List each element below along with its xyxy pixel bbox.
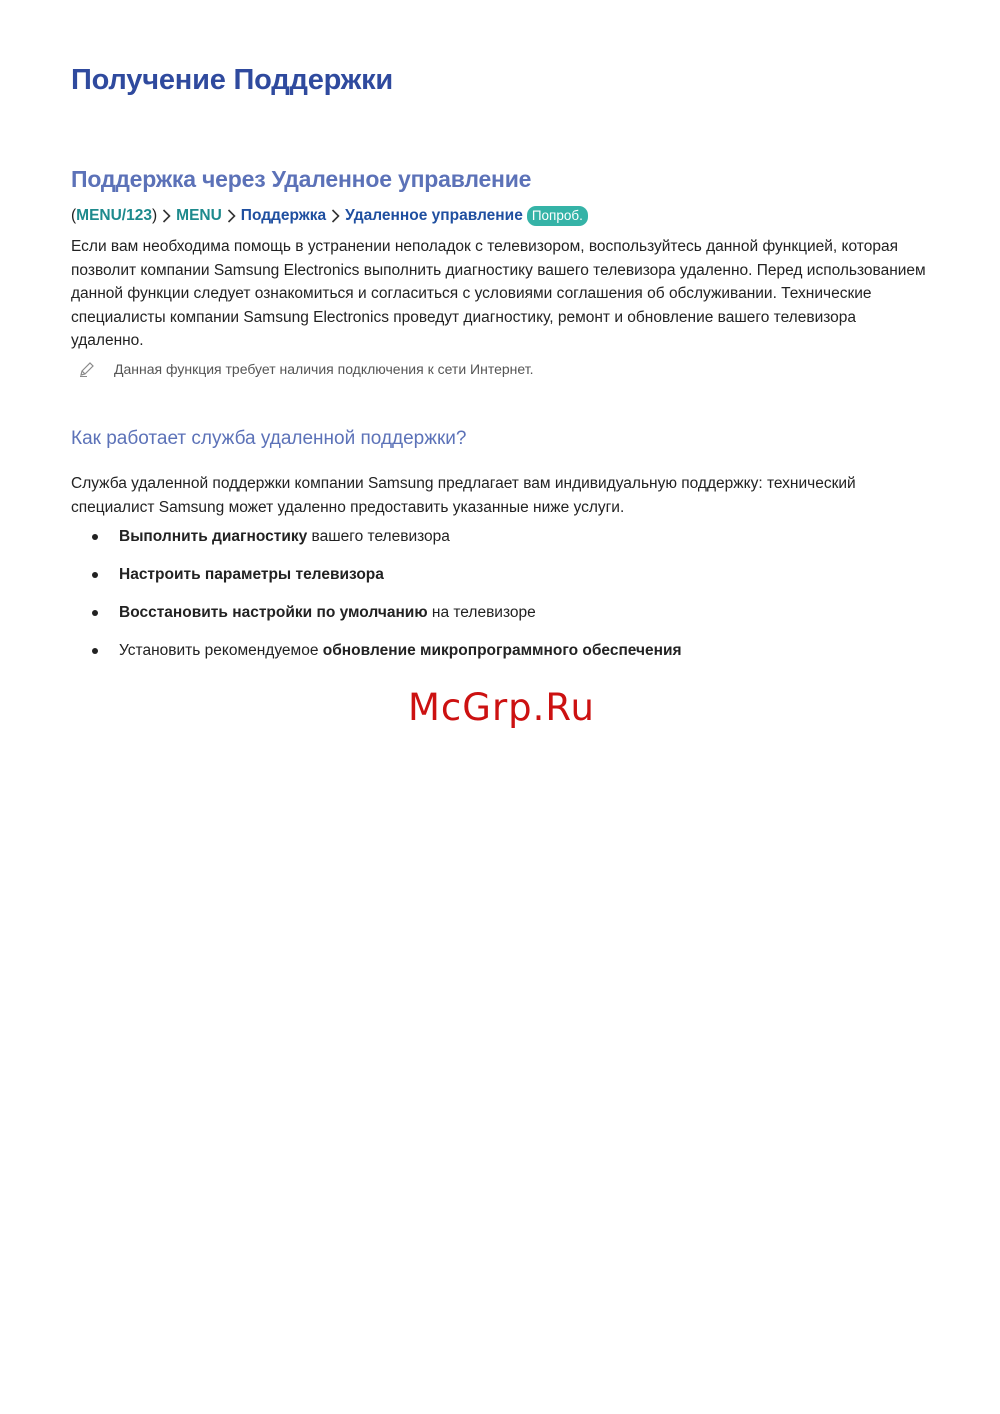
- services-list: [90, 526, 682, 678]
- list-item-bold: Настроить параметры телевизора: [119, 566, 384, 583]
- list-item: [90, 526, 682, 564]
- note: [78, 360, 533, 378]
- list-item: [90, 602, 682, 640]
- try-now-badge[interactable]: Попроб.: [527, 206, 588, 226]
- bullet-icon: [92, 572, 98, 578]
- bullet-icon: [92, 610, 98, 616]
- watermark: McGrp.Ru: [408, 686, 595, 729]
- list-item-text: на телевизоре: [427, 604, 536, 621]
- subsection-title: Как работает служба удаленной поддержки?: [71, 428, 467, 449]
- breadcrumb-menu-key[interactable]: MENU/123: [76, 207, 152, 224]
- section-paragraph: Если вам необходима помощь в устранении неполадок с телевизором, воспользуйтесь данной функцией, которая позволит компании Samsung Electronics выполнить диагностику вашего телевизора удаленно. Перед использованием данной функции следует ознакомиться и согласиться с условиями соглашения об обслуживании. Технические специалисты компании Samsung Electronics проведут диагностику, ремонт и обновление вашего телевизора удаленно.: [71, 238, 926, 349]
- chevron-right-icon: [331, 209, 340, 223]
- breadcrumb-item-remote-management[interactable]: Удаленное управление: [345, 207, 523, 224]
- list-item-bold: обновление микропрограммного обеспечения: [322, 642, 682, 659]
- list-item: [90, 564, 682, 602]
- list-item-bold: Выполнить диагностику: [119, 528, 308, 545]
- subsection-paragraph: Служба удаленной поддержки компании Samsung предлагает вам индивидуальную поддержку: технический специалист Samsung может удаленно предоставить указанные ниже услуги.: [71, 475, 856, 516]
- list-item: [90, 640, 682, 678]
- chevron-right-icon: [227, 209, 236, 223]
- section-title: Поддержка через Удаленное управление: [71, 166, 532, 192]
- note-text: Данная функция требует наличия подключения к сети Интернет.: [114, 361, 534, 377]
- bullet-icon: [92, 648, 98, 654]
- pencil-note-icon: [78, 360, 96, 378]
- bullet-icon: [92, 534, 98, 540]
- list-item-text: Установить рекомендуемое: [119, 642, 323, 659]
- breadcrumb-open-paren: (: [71, 207, 77, 224]
- breadcrumb: [71, 204, 588, 228]
- list-item-text: вашего телевизора: [307, 528, 450, 545]
- list-item-bold: Восстановить настройки по умолчанию: [119, 604, 428, 621]
- page-title: Получение Поддержки: [71, 64, 394, 96]
- breadcrumb-close-paren: ): [151, 207, 158, 224]
- chevron-right-icon: [162, 209, 171, 223]
- breadcrumb-item-support[interactable]: Поддержка: [240, 207, 327, 224]
- breadcrumb-item-menu[interactable]: MENU: [176, 207, 222, 224]
